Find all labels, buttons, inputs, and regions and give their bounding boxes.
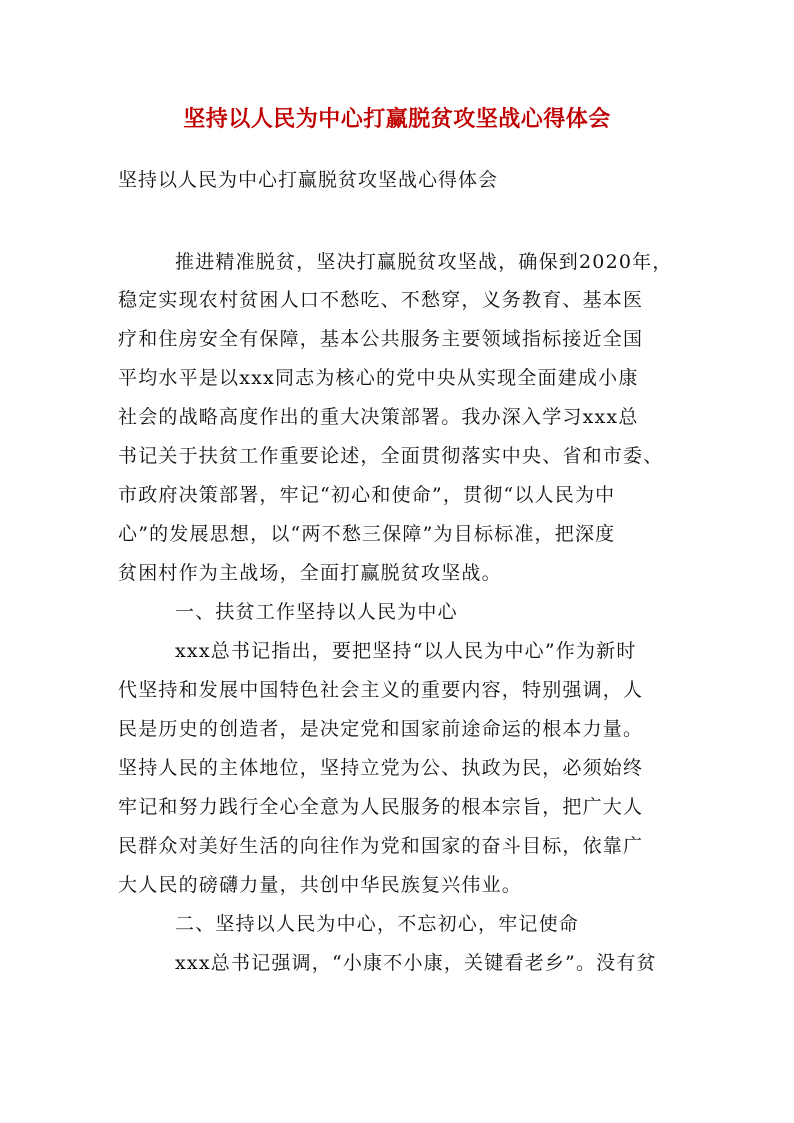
section-heading: 二、坚持以人民为中心，不忘初心，牢记使命 [175,913,580,935]
document-title: 坚持以人民为中心打赢脱贫攻坚战心得体会 [183,106,611,132]
paragraph-line: xxx总书记强调，“小康不小康，关键看老乡”。没有贫 [175,952,657,974]
paragraph-line: 贫困村作为主战场，全面打赢脱贫攻坚战。 [118,562,502,584]
paragraph-line: 书记关于扶贫工作重要论述，全面贯彻落实中央、省和市委、 [118,445,664,467]
paragraph-line: 牢记和努力践行全心全意为人民服务的根本宗旨，把广大人 [118,796,644,818]
paragraph-line: 坚持人民的主体地位，坚持立党为公、执政为民，必须始终 [118,757,644,779]
paragraph-line: 平均水平是以xxx同志为核心的党中央从实现全面建成小康 [118,367,639,389]
paragraph-line: 社会的战略高度作出的重大决策部署。我办深入学习xxx总 [118,406,639,428]
paragraph-line: 推进精准脱贫，坚决打赢脱贫攻坚战，确保到2020年， [175,251,673,273]
paragraph-line: 疗和住房安全有保障，基本公共服务主要领域指标接近全国 [118,328,644,350]
section-heading: 一、扶贫工作坚持以人民为中心 [175,601,458,623]
paragraph-line: 大人民的磅礴力量，共创中华民族复兴伟业。 [118,874,523,896]
paragraph-line: 民是历史的创造者，是决定党和国家前途命运的根本力量。 [118,718,644,740]
paragraph-line: 稳定实现农村贫困人口不愁吃、不愁穿，义务教育、基本医 [118,289,644,311]
paragraph-line: 心”的发展思想，以“两不愁三保障”为目标标准，把深度 [118,523,616,545]
document-subtitle: 坚持以人民为中心打赢脱贫攻坚战心得体会 [118,169,499,191]
paragraph-line: 市政府决策部署，牢记“初心和使命”，贯彻“以人民为中 [118,484,616,506]
paragraph-line: 民群众对美好生活的向往作为党和国家的奋斗目标，依靠广 [118,835,644,857]
paragraph-line: xxx总书记指出，要把坚持“以人民为中心”作为新时 [175,640,637,662]
paragraph-line: 代坚持和发展中国特色社会主义的重要内容，特别强调，人 [118,679,644,701]
